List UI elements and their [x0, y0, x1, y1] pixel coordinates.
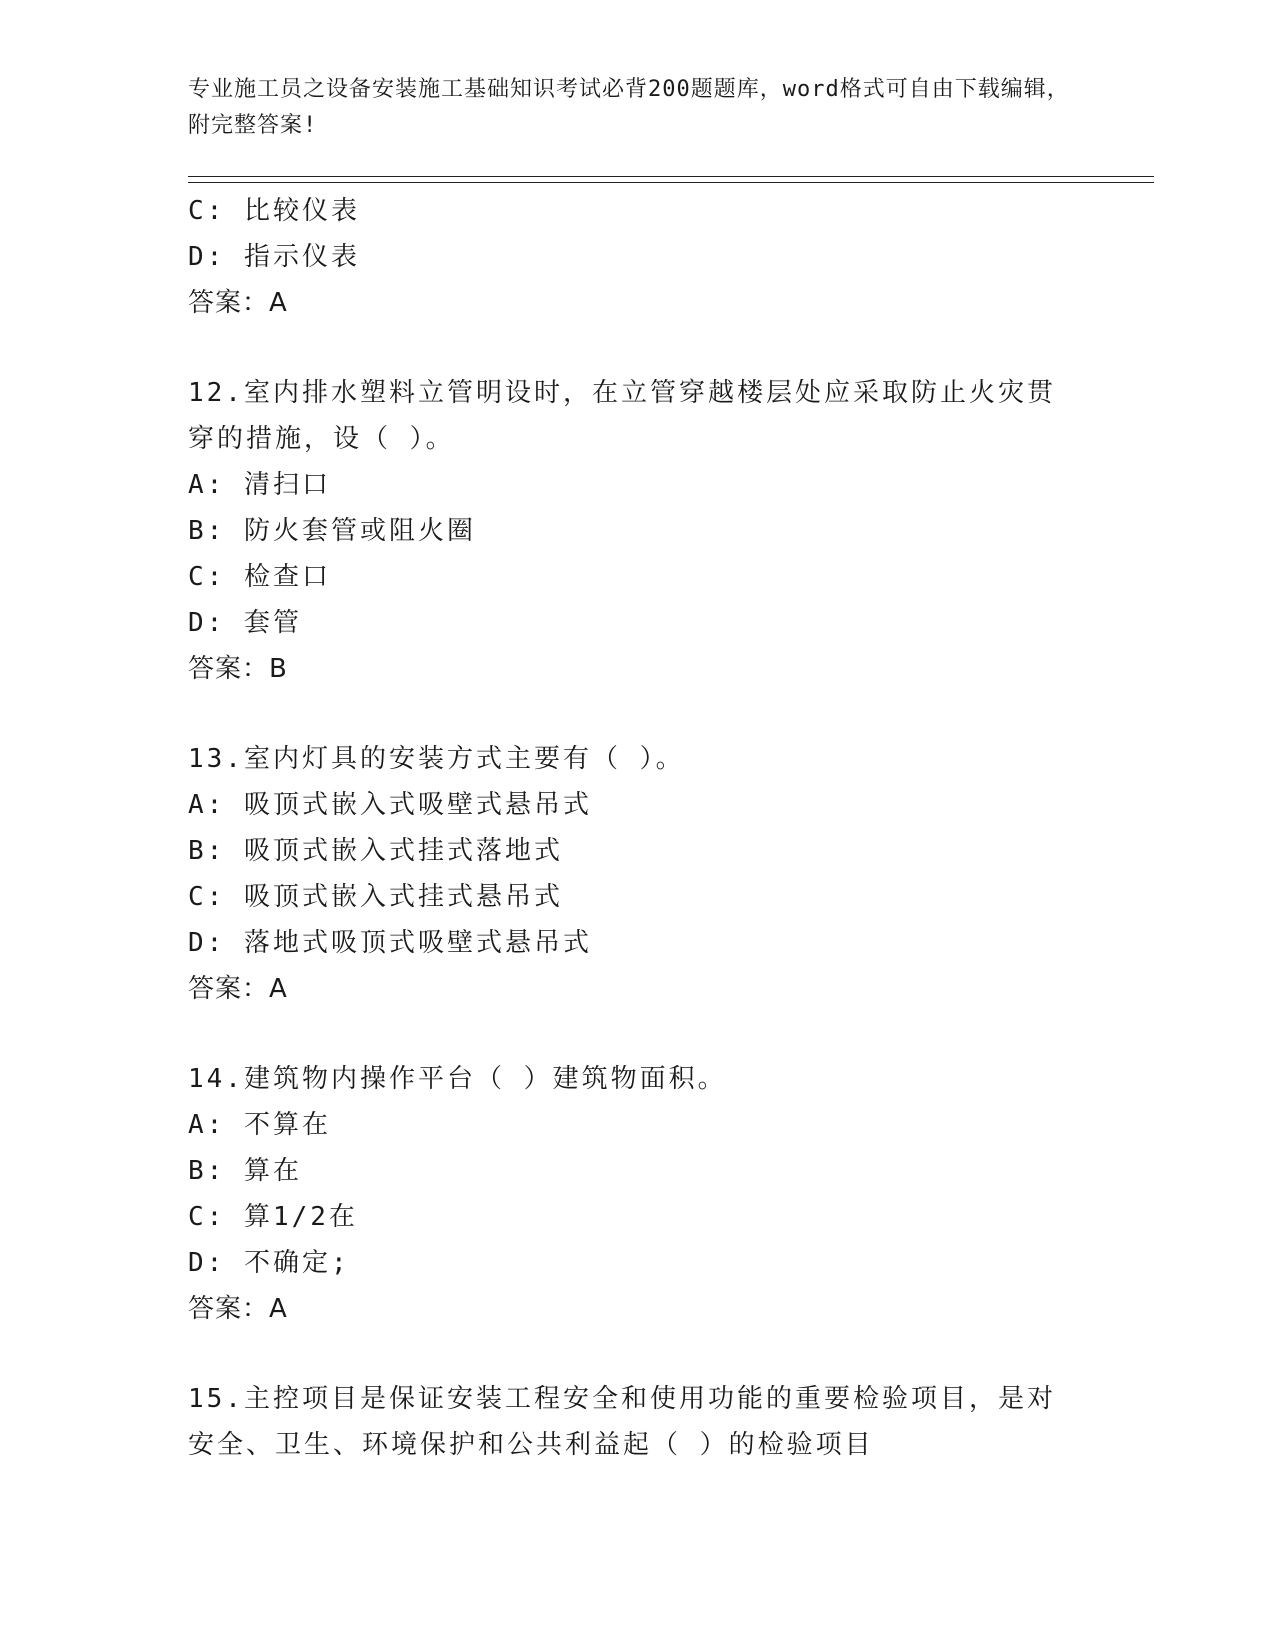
question-stem: 12.室内排水塑料立管明设时，在立管穿越楼层处应采取防止火灾贯穿的措施，设（ ）。 — [188, 378, 1056, 454]
option-b: B: 防火套管或阻火圈 — [188, 516, 476, 546]
answer-line: 答案：A — [188, 974, 288, 1004]
option-c: C: 比较仪表 — [188, 196, 360, 226]
question-stem: 13.室内灯具的安装方式主要有（ ）。 — [188, 744, 685, 774]
option-d: D: 不确定; — [188, 1248, 350, 1278]
option-a: A: 不算在 — [188, 1110, 331, 1140]
answer-line: 答案：A — [188, 1294, 288, 1324]
question-stem: 14.建筑物内操作平台（ ）建筑物面积。 — [188, 1064, 727, 1094]
question-13 — [188, 736, 1088, 1012]
option-b: B: 算在 — [188, 1156, 302, 1186]
document-header: 专业施工员之设备安装施工基础知识考试必背200题题库，word格式可自由下载编辑，附完整答案! — [188, 77, 1070, 138]
question-15 — [188, 1376, 1088, 1468]
question-14 — [188, 1056, 1088, 1332]
option-c: C: 检查口 — [188, 562, 331, 592]
option-c: C: 吸顶式嵌入式挂式悬吊式 — [188, 882, 563, 912]
header-rule-bottom — [188, 182, 1154, 183]
prev-question-block — [188, 188, 1088, 326]
option-c: C: 算1/2在 — [188, 1202, 358, 1232]
question-list — [188, 188, 1088, 1468]
answer-line: 答案：A — [188, 288, 288, 318]
option-d: D: 套管 — [188, 608, 302, 638]
question-stem: 15.主控项目是保证安装工程安全和使用功能的重要检验项目，是对安全、卫生、环境保护和公共利益起（ ）的检验项目 — [188, 1384, 1056, 1460]
option-d: D: 落地式吸顶式吸壁式悬吊式 — [188, 928, 592, 958]
question-12 — [188, 370, 1088, 692]
option-a: A: 吸顶式嵌入式吸壁式悬吊式 — [188, 790, 592, 820]
answer-line: 答案：B — [188, 654, 288, 684]
option-a: A: 清扫口 — [188, 470, 331, 500]
header-rule-top — [188, 176, 1154, 177]
option-b: B: 吸顶式嵌入式挂式落地式 — [188, 836, 563, 866]
option-d: D: 指示仪表 — [188, 242, 360, 272]
